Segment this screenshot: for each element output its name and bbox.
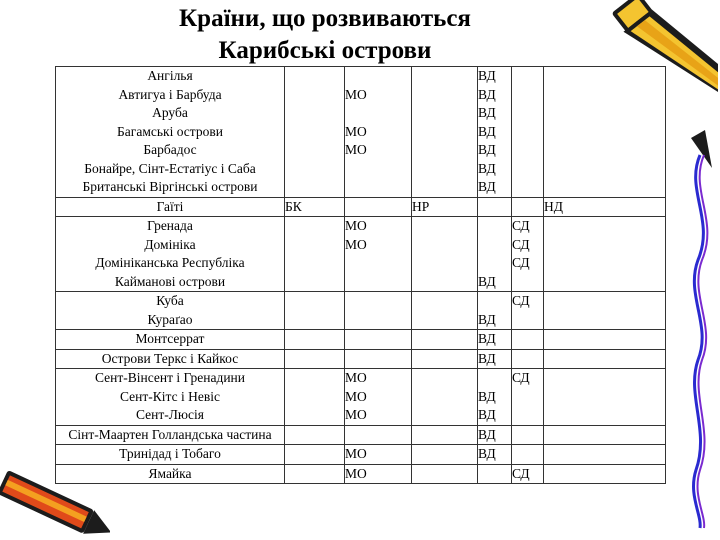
vd-cell-line: ВД [478, 331, 496, 346]
country-name: Багамські острови [117, 123, 223, 139]
country-name: Барбадос [143, 142, 197, 157]
sd-cell [512, 217, 544, 292]
mo-cell [345, 445, 412, 465]
sd-cell [512, 349, 544, 369]
mo-cell [345, 349, 412, 369]
mo-cell-line [345, 160, 411, 179]
sd-cell [512, 292, 544, 330]
table-row [56, 425, 666, 445]
sd-cell-line [512, 330, 543, 349]
vd-cell [478, 369, 512, 426]
vd-cell-line: ВД [478, 160, 496, 176]
nd-cell [544, 330, 666, 350]
sd-cell [512, 369, 544, 426]
nr-cell [412, 369, 478, 426]
sd-cell [512, 464, 544, 484]
sd-cell-line [512, 123, 543, 142]
vd-cell [478, 464, 512, 484]
nd-cell [544, 369, 666, 426]
nr-cell [412, 445, 478, 465]
table-row [56, 349, 666, 369]
mo-cell-line: МО [345, 123, 367, 139]
country-name-cell [56, 67, 285, 198]
nd-cell [544, 217, 666, 292]
countries-table [55, 66, 666, 484]
vd-cell-line: ВД [478, 446, 496, 461]
sd-cell [512, 445, 544, 465]
sd-cell [512, 67, 544, 198]
table-row [56, 445, 666, 465]
vd-cell [478, 349, 512, 369]
nr-cell [412, 292, 478, 330]
country-name: Ангілья [147, 68, 193, 83]
nd-cell [544, 445, 666, 465]
mo-cell-line: МО [345, 388, 367, 404]
mo-cell-line [345, 254, 411, 273]
mo-cell-line [345, 67, 411, 86]
vd-cell-line: ВД [478, 179, 496, 194]
sd-cell-line: СД [512, 465, 530, 481]
bk-cell [285, 369, 345, 426]
sd-cell-line [512, 141, 543, 160]
country-name: Кураґао [147, 311, 193, 327]
vd-cell-line: ВД [478, 86, 496, 102]
sd-cell-line [512, 86, 543, 105]
table-row [56, 197, 666, 217]
sd-cell-line [512, 67, 543, 86]
mo-cell-line [345, 292, 411, 311]
bk-cell [285, 292, 345, 330]
table-row [56, 292, 666, 330]
empty-cell [345, 197, 412, 217]
country-name-cell [56, 425, 285, 445]
mo-cell-line: МО [345, 465, 367, 481]
nd-cell [544, 464, 666, 484]
sd-cell-line [512, 350, 543, 369]
sd-cell-line: СД [512, 236, 530, 252]
country-name: Домініканська Республіка [95, 255, 245, 270]
mo-cell-line [345, 330, 411, 349]
country-name-cell [56, 292, 285, 330]
vd-cell-line [478, 254, 511, 273]
vd-cell [478, 292, 512, 330]
table-row [56, 330, 666, 350]
vd-cell [478, 67, 512, 198]
bk-cell [285, 425, 345, 445]
country-name: Острови Теркс і Кайкос [101, 350, 239, 366]
nr-cell [412, 349, 478, 369]
country-name: Сент-Кітс і Невіс [120, 388, 220, 404]
bk-cell [285, 349, 345, 369]
sd-cell-line [512, 388, 543, 407]
nd-cell [544, 349, 666, 369]
mo-cell [345, 217, 412, 292]
country-name-cell [56, 197, 285, 217]
vd-cell-line: ВД [478, 311, 496, 327]
table-row [56, 464, 666, 484]
mo-cell-line [345, 350, 411, 369]
country-name: Куба [156, 293, 184, 308]
mo-cell [345, 330, 412, 350]
country-name-cell [56, 330, 285, 350]
mo-cell-line: МО [345, 236, 367, 252]
vd-cell [478, 217, 512, 292]
vd-cell-line [478, 292, 511, 311]
country-name: Домініка [144, 236, 196, 252]
vd-cell [478, 330, 512, 350]
country-name-cell [56, 445, 285, 465]
bk-cell [285, 330, 345, 350]
country-name: Автигуа і Барбуда [118, 86, 222, 102]
table-row [56, 67, 666, 198]
country-name: Британські Віргінські острови [82, 179, 258, 194]
nd-cell [544, 292, 666, 330]
mo-cell-line [345, 273, 411, 292]
sd-cell-line [512, 160, 543, 179]
country-name: Гренада [147, 218, 193, 233]
bk-cell [285, 464, 345, 484]
sd-cell-line [512, 273, 543, 292]
country-name-cell [56, 464, 285, 484]
sd-cell-line: СД [512, 370, 530, 385]
vd-cell [478, 445, 512, 465]
country-name: Гаїті [156, 198, 184, 214]
country-name: Бонайре, Сінт-Естатіус і Саба [84, 160, 256, 176]
vd-cell-line: ВД [478, 142, 496, 157]
sd-cell-line [512, 426, 543, 445]
mo-cell [345, 292, 412, 330]
country-name: Тринідад і Тобаго [119, 446, 221, 461]
mo-cell-line: МО [345, 446, 367, 461]
sd-cell-line: СД [512, 293, 530, 308]
mo-cell [345, 464, 412, 484]
nd-cell: НД [544, 197, 666, 217]
table-row [56, 369, 666, 426]
vd-cell-line: ВД [478, 123, 496, 139]
nr-cell [412, 464, 478, 484]
vd-cell-line: ВД [478, 350, 496, 366]
vd-cell-line: ВД [478, 273, 496, 289]
sd-cell [512, 425, 544, 445]
mo-cell-line [345, 178, 411, 197]
nr-cell [412, 67, 478, 198]
sd-cell-line: СД [512, 218, 530, 233]
sd-cell-line [512, 406, 543, 425]
empty-cell [478, 197, 512, 217]
slide-title-line-2: Карибські острови [218, 37, 432, 64]
vd-cell-line [478, 369, 511, 388]
nr-cell: НР [412, 197, 478, 217]
mo-cell [345, 425, 412, 445]
country-name: Монтсеррат [135, 331, 205, 346]
vd-cell [478, 425, 512, 445]
squiggle-line-right [680, 150, 720, 530]
sd-cell-line [512, 445, 543, 464]
country-name: Аруба [152, 105, 188, 120]
bk-cell [285, 445, 345, 465]
bk-cell [285, 67, 345, 198]
mo-cell-line [345, 426, 411, 445]
vd-cell-line [478, 465, 511, 484]
nr-cell [412, 425, 478, 445]
vd-cell-line: ВД [478, 105, 496, 120]
vd-cell-line: ВД [478, 426, 496, 442]
nr-cell [412, 330, 478, 350]
country-name: Сінт-Маартен Голландська частина [68, 426, 272, 442]
slide-title-line-1: Країни, що розвиваються [179, 5, 471, 32]
mo-cell-line: МО [345, 86, 367, 102]
sd-cell-line [512, 178, 543, 197]
nd-cell [544, 67, 666, 198]
country-name-cell [56, 349, 285, 369]
country-name: Ямайка [148, 465, 192, 481]
country-name: Сент-Вінсент і Гренадини [95, 370, 245, 385]
mo-cell [345, 369, 412, 426]
mo-cell-line: МО [345, 370, 367, 385]
mo-cell-line: МО [345, 142, 367, 157]
table-row [56, 217, 666, 292]
country-name-cell [56, 217, 285, 292]
bk-cell: БК [285, 197, 345, 217]
sd-cell-line: СД [512, 255, 530, 270]
vd-cell-line [478, 236, 511, 255]
sd-cell [512, 330, 544, 350]
sd-cell-line [512, 104, 543, 123]
country-name: Сент-Люсія [136, 407, 204, 422]
mo-cell-line: МО [345, 218, 367, 233]
mo-cell-line: МО [345, 407, 367, 422]
mo-cell-line [345, 104, 411, 123]
bk-cell [285, 217, 345, 292]
country-name-cell [56, 369, 285, 426]
vd-cell-line: ВД [478, 388, 496, 404]
vd-cell-line: ВД [478, 68, 496, 83]
vd-cell-line [478, 217, 511, 236]
mo-cell-line [345, 311, 411, 330]
country-name: Кайманові острови [114, 273, 226, 289]
nd-cell [544, 425, 666, 445]
empty-cell [512, 197, 544, 217]
mo-cell [345, 67, 412, 198]
sd-cell-line [512, 311, 543, 330]
vd-cell-line: ВД [478, 407, 496, 422]
nr-cell [412, 217, 478, 292]
